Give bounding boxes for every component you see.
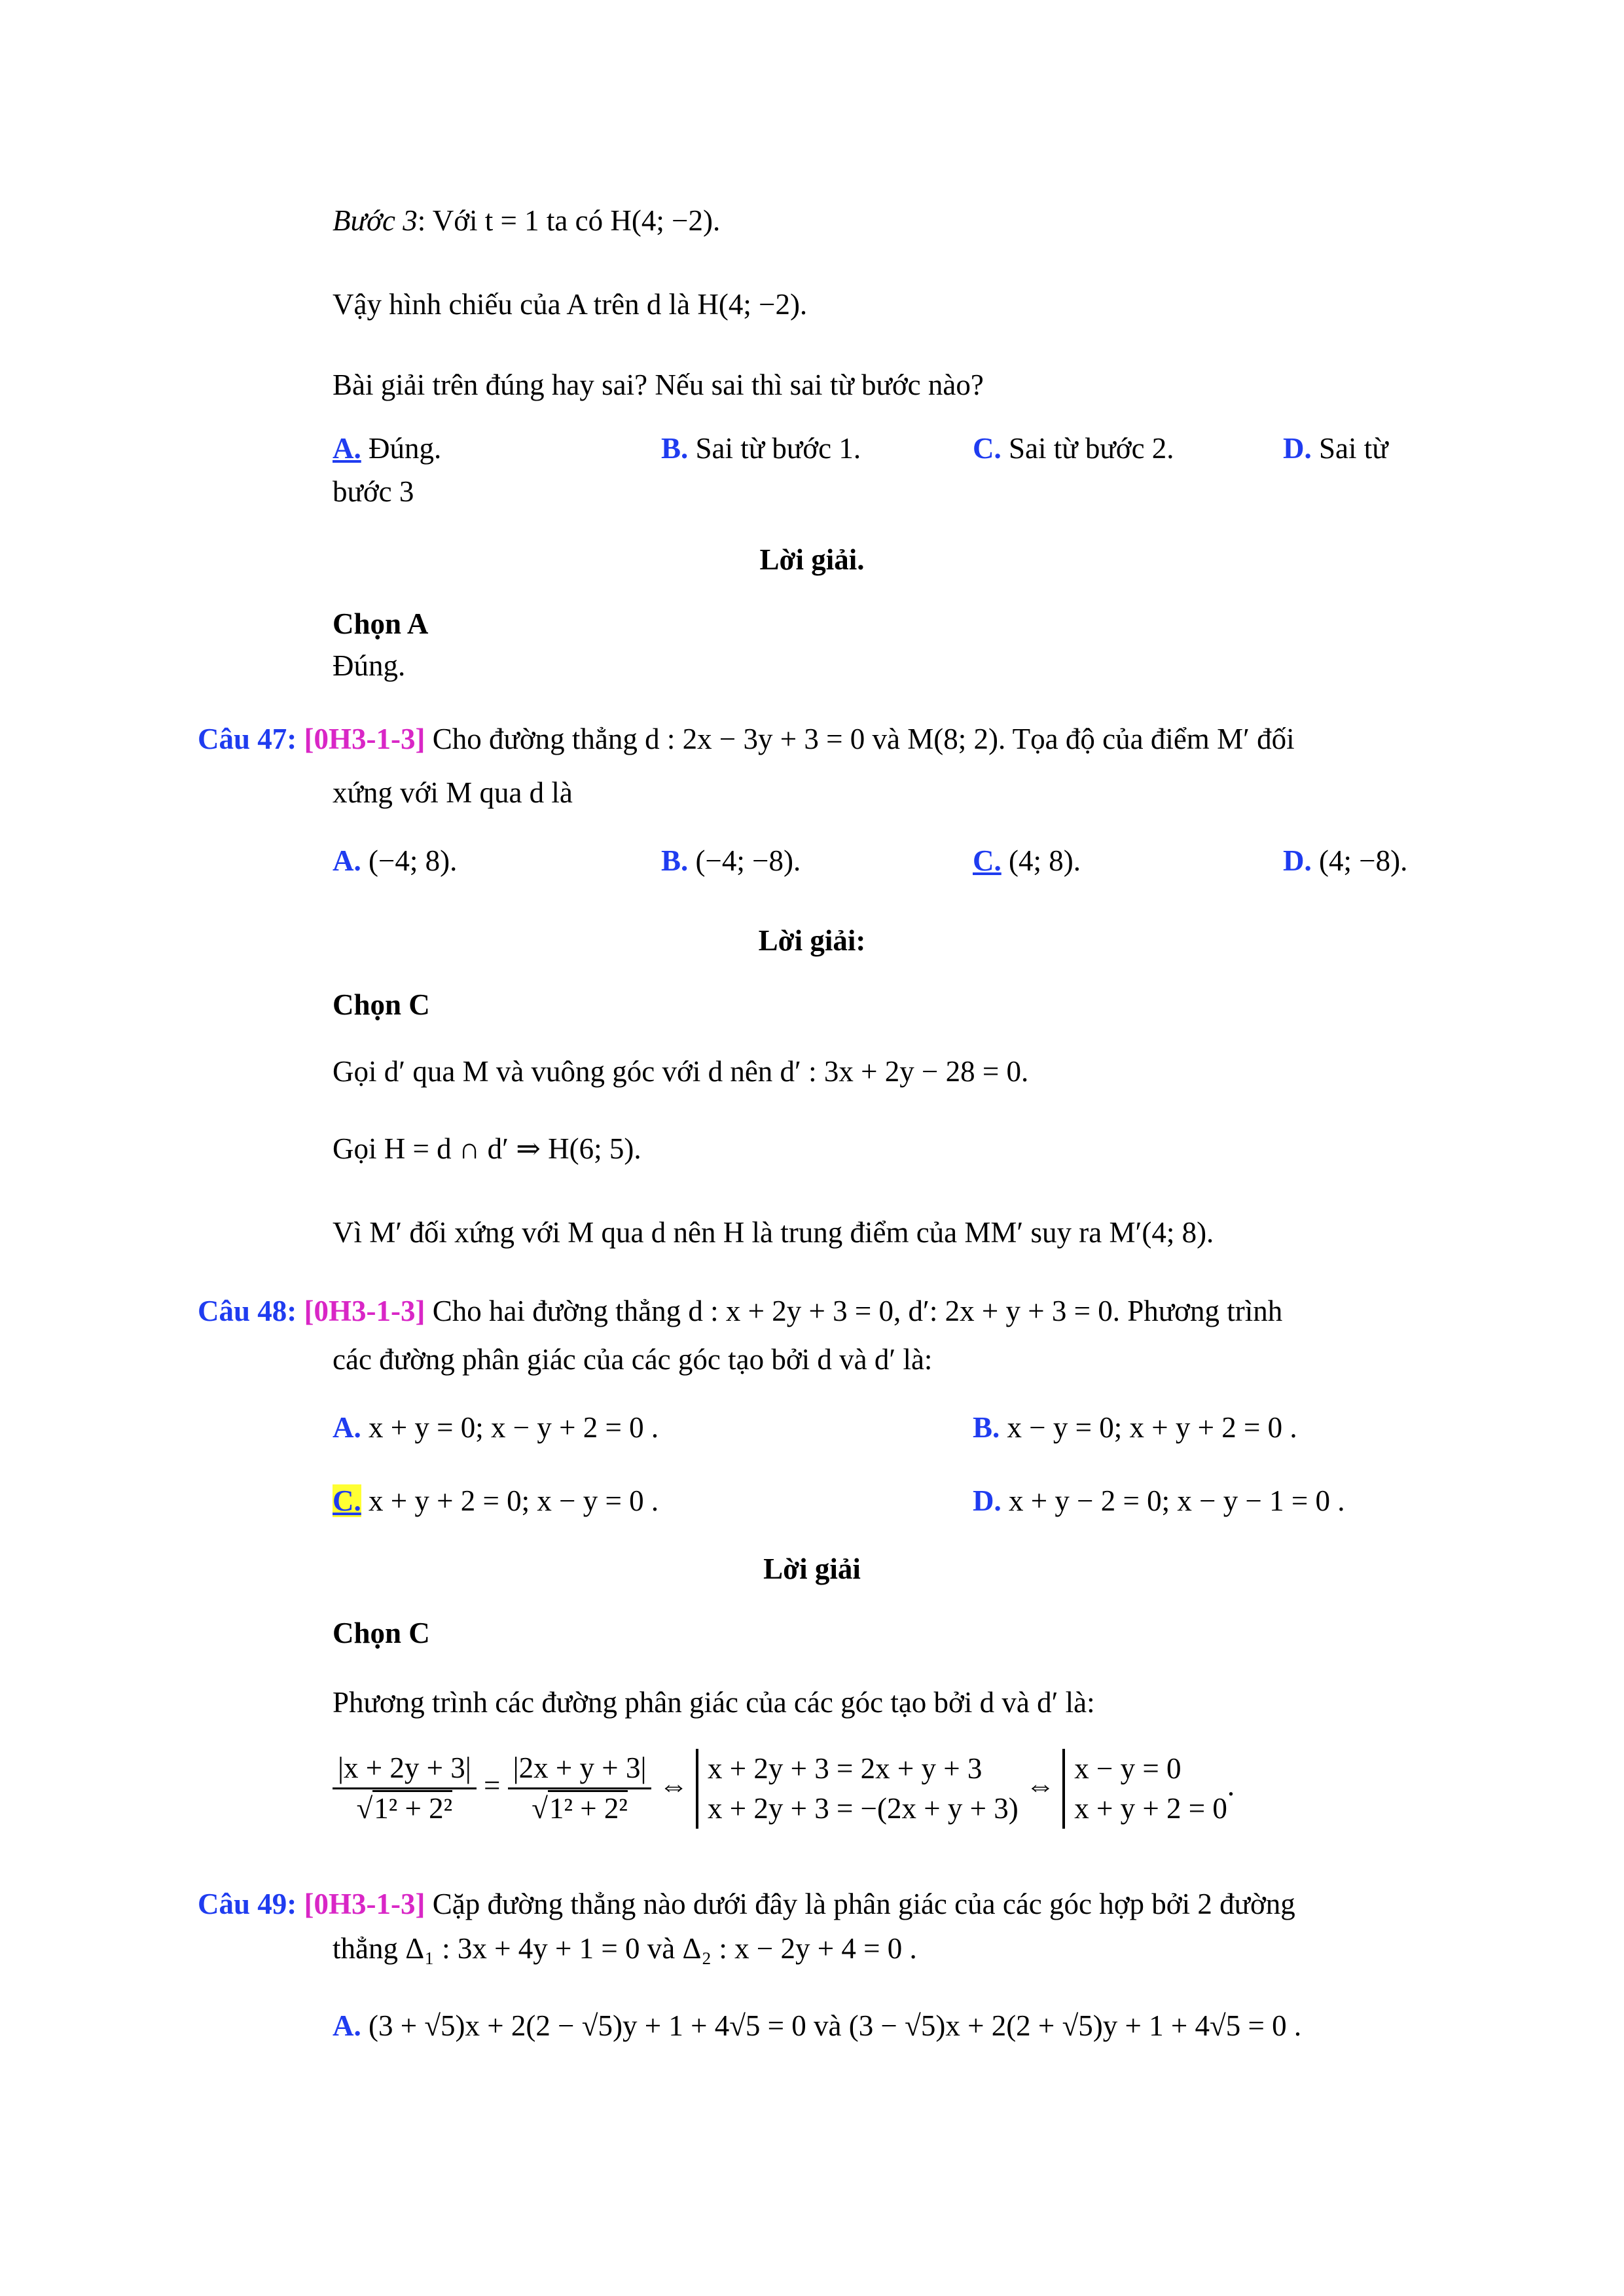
q47-option-c-text: (4; 8). [1001, 844, 1081, 877]
step3-text: : Với t = 1 ta có H(4; −2). [417, 204, 721, 237]
q48-option-d-label: D. [973, 1484, 1001, 1517]
q47-option-d-label: D. [1283, 844, 1312, 877]
q48-solution-title: Lời giải [763, 1552, 861, 1585]
q48-iff-2: ⇔ [1025, 1769, 1055, 1803]
q46-option-c-label: C. [973, 432, 1001, 465]
q48-text-1: Cho hai đường thẳng d : x + 2y + 3 = 0, d′: 2x + y + 3 = 0. Phương trình [425, 1295, 1283, 1327]
q48-formula [333, 1749, 1235, 1829]
q48-iff-1: ⇔ [659, 1769, 689, 1803]
q46-answer: Đúng. [333, 649, 406, 682]
q48-option-a-text: x + y = 0; x − y + 2 = 0 . [361, 1411, 659, 1444]
q47-chosen: Chọn C [333, 988, 430, 1021]
q48-option-b-label: B. [973, 1411, 1000, 1444]
q48-frac1-numerator: |x + 2y + 3| [333, 1751, 477, 1790]
q48-line1 [198, 1295, 1282, 1329]
conclusion-line: Vậy hình chiếu của A trên d là H(4; −2). [333, 288, 808, 321]
q46-option-a [333, 432, 441, 466]
q49-text-1: Cặp đường thẳng nào dưới đây là phân giác của các góc hợp bởi 2 đường [425, 1888, 1295, 1920]
q48-frac2-radicand: 1² + 2² [548, 1790, 628, 1825]
q47-option-a [333, 844, 457, 878]
step3-line [333, 204, 720, 238]
q49-line1 [198, 1888, 1295, 1922]
q47-option-c [973, 844, 1081, 878]
q46-chosen: Chọn A [333, 607, 429, 640]
q49-tag: [0H3-1-3] [304, 1888, 425, 1920]
q48-formula-end: . [1227, 1769, 1235, 1803]
q47-sol3: Vì M′ đối xứng với M qua d nên H là trung điểm của MM′ suy ra M′(4; 8). [333, 1216, 1214, 1249]
q46-option-d [1283, 432, 1388, 466]
q48-chosen: Chọn C [333, 1617, 430, 1649]
q48-line2: các đường phân giác của các góc tạo bởi d và d′ là: [333, 1343, 933, 1376]
step3-prefix: Bước 3 [333, 204, 418, 237]
q46-option-b [661, 432, 861, 466]
q48-fraction-1 [333, 1751, 477, 1827]
q48-system-2-row-2: x + y + 2 = 0 [1074, 1791, 1227, 1825]
q48-option-a-label: A. [333, 1411, 361, 1444]
q47-label: Câu 47: [198, 723, 297, 755]
q47-sol2: Gọi H = d ∩ d′ ⇒ H(6; 5). [333, 1132, 641, 1165]
q46-option-d-text: Sai từ [1311, 432, 1388, 465]
q48-system-2-row-1: x − y = 0 [1074, 1752, 1182, 1785]
q47-line2: xứng với M qua d là [333, 776, 573, 809]
q46-option-d-cont: bước 3 [333, 475, 414, 508]
q46-option-c [973, 432, 1174, 466]
q47-option-b-label: B. [661, 844, 689, 877]
q47-option-d-text: (4; −8). [1311, 844, 1408, 877]
q48-option-d [973, 1484, 1345, 1518]
q48-frac2-denominator: √1² + 2² [508, 1789, 652, 1826]
q47-solution-title: Lời giải: [758, 924, 866, 957]
q46-option-a-text: Đúng. [361, 432, 442, 465]
q49-option-a [333, 2009, 1301, 2043]
q47-option-b-text: (−4; −8). [688, 844, 801, 877]
q48-system-2 [1062, 1749, 1227, 1829]
q47-option-a-label: A. [333, 844, 361, 877]
q48-option-c [333, 1484, 659, 1518]
q46-option-d-label: D. [1283, 432, 1312, 465]
q48-tag: [0H3-1-3] [304, 1295, 425, 1327]
q48-option-c-label: C. [333, 1484, 361, 1517]
q46-option-b-label: B. [661, 432, 689, 465]
q48-system-1-row-1: x + 2y + 3 = 2x + y + 3 [707, 1752, 983, 1785]
q48-option-d-text: x + y − 2 = 0; x − y − 1 = 0 . [1001, 1484, 1345, 1517]
q46-solution-title: Lời giải. [759, 543, 865, 576]
q46-option-a-label: A. [333, 432, 361, 465]
q47-text-1: Cho đường thẳng d : 2x − 3y + 3 = 0 và M(8; 2). Tọa độ của điểm M′ đối [425, 723, 1295, 755]
q48-option-b [973, 1411, 1297, 1445]
q47-option-a-text: (−4; 8). [361, 844, 458, 877]
q47-tag: [0H3-1-3] [304, 723, 425, 755]
q47-sol1: Gọi d′ qua M và vuông góc với d nên d′ : 3x + 2y − 28 = 0. [333, 1055, 1029, 1088]
q48-frac1-radicand: 1² + 2² [372, 1790, 452, 1825]
q47-option-d [1283, 844, 1407, 878]
q46-option-c-text: Sai từ bước 2. [1001, 432, 1174, 465]
q48-option-a [333, 1411, 659, 1445]
q48-system-1-row-2: x + 2y + 3 = −(2x + y + 3) [707, 1791, 1019, 1825]
q48-system-1 [696, 1749, 1019, 1829]
q48-label: Câu 48: [198, 1295, 297, 1327]
q48-option-c-text: x + y + 2 = 0; x − y = 0 . [361, 1484, 659, 1517]
q48-frac1-denominator: √1² + 2² [333, 1789, 477, 1826]
q47-option-b [661, 844, 801, 878]
q49-label: Câu 49: [198, 1888, 297, 1920]
q49-line2: thẳng Δ₁ : 3x + 4y + 1 = 0 và Δ₂ : x − 2y + 4 = 0 . [333, 1932, 917, 1965]
q49-option-a-label: A. [333, 2009, 361, 2042]
question-line: Bài giải trên đúng hay sai? Nếu sai thì sai từ bước nào? [333, 368, 984, 401]
q47-option-c-label: C. [973, 844, 1001, 877]
q47-line1 [198, 723, 1295, 757]
q46-option-b-text: Sai từ bước 1. [688, 432, 861, 465]
q48-equals: = [484, 1769, 501, 1803]
q48-frac2-numerator: |2x + y + 3| [508, 1751, 652, 1790]
q48-option-b-text: x − y = 0; x + y + 2 = 0 . [1000, 1411, 1297, 1444]
q48-fraction-2 [508, 1751, 652, 1827]
q49-option-a-text: (3 + √5)x + 2(2 − √5)y + 1 + 4√5 = 0 và (3 − √5)x + 2(2 + √5)y + 1 + 4√5 = 0 . [361, 2009, 1302, 2042]
q48-sol1: Phương trình các đường phân giác của các góc tạo bởi d và d′ là: [333, 1686, 1095, 1719]
